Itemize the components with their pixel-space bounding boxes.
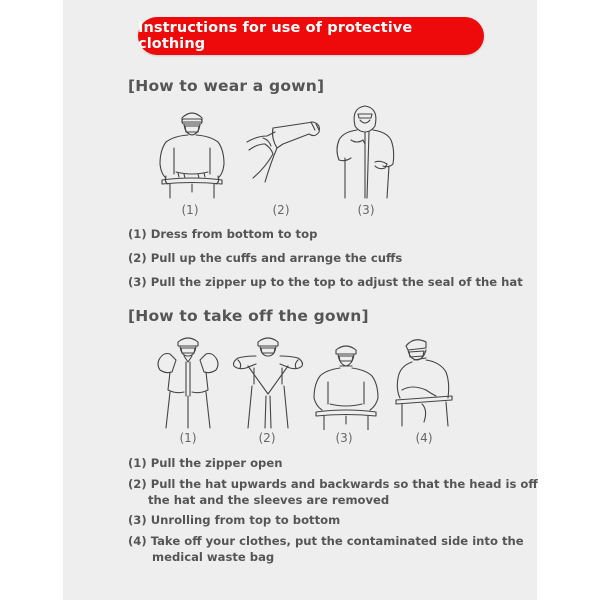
page-title: Instructions for use of protective clothing: [138, 17, 484, 55]
takeoff-step-3: (3) Unrolling from top to bottom: [128, 513, 341, 527]
person-opening-zipper-icon: [150, 334, 226, 430]
takeoff-step-4-line-1: (4) Take off your clothes, put the contaminated side into the: [128, 534, 524, 548]
person-zipping-gown-icon: [333, 104, 397, 200]
person-pulling-gown-up-icon: [152, 104, 232, 200]
wear-step-3: (3) Pull the zipper up to the top to adjust the seal of the hat: [128, 275, 523, 289]
wear-figure-1: [152, 104, 232, 200]
wear-figure-3-label: (3): [357, 203, 375, 217]
takeoff-figure-4: [392, 336, 456, 428]
takeoff-figure-3: [308, 340, 384, 430]
wear-step-1: (1) Dress from bottom to top: [128, 227, 318, 241]
takeoff-step-2-line-1: (2) Pull the hat upwards and backwards so that the head is off: [128, 477, 538, 491]
pulling-cuff-icon: [243, 118, 323, 188]
person-discarding-gown-icon: [392, 336, 456, 428]
takeoff-figure-1: [150, 334, 226, 430]
wear-figure-2: [243, 118, 323, 188]
takeoff-figure-1-label: (1): [179, 431, 197, 445]
wear-figure-3: [333, 104, 397, 200]
person-removing-sleeves-icon: [228, 334, 308, 430]
takeoff-step-1: (1) Pull the zipper open: [128, 456, 283, 470]
wear-figure-1-label: (1): [181, 203, 199, 217]
takeoff-step-4-line-2: medical waste bag: [152, 550, 275, 564]
takeoff-section-heading: [How to take off the gown]: [128, 307, 369, 325]
person-unrolling-gown-icon: [308, 340, 384, 430]
wear-figure-2-label: (2): [272, 203, 290, 217]
takeoff-figure-2: [228, 334, 308, 430]
takeoff-figure-3-label: (3): [335, 431, 353, 445]
wear-step-2: (2) Pull up the cuffs and arrange the cuffs: [128, 251, 403, 265]
takeoff-step-2-line-2: the hat and the sleeves are removed: [148, 493, 390, 507]
wear-section-heading: [How to wear a gown]: [128, 77, 325, 95]
takeoff-figure-4-label: (4): [415, 431, 433, 445]
takeoff-figure-2-label: (2): [258, 431, 276, 445]
